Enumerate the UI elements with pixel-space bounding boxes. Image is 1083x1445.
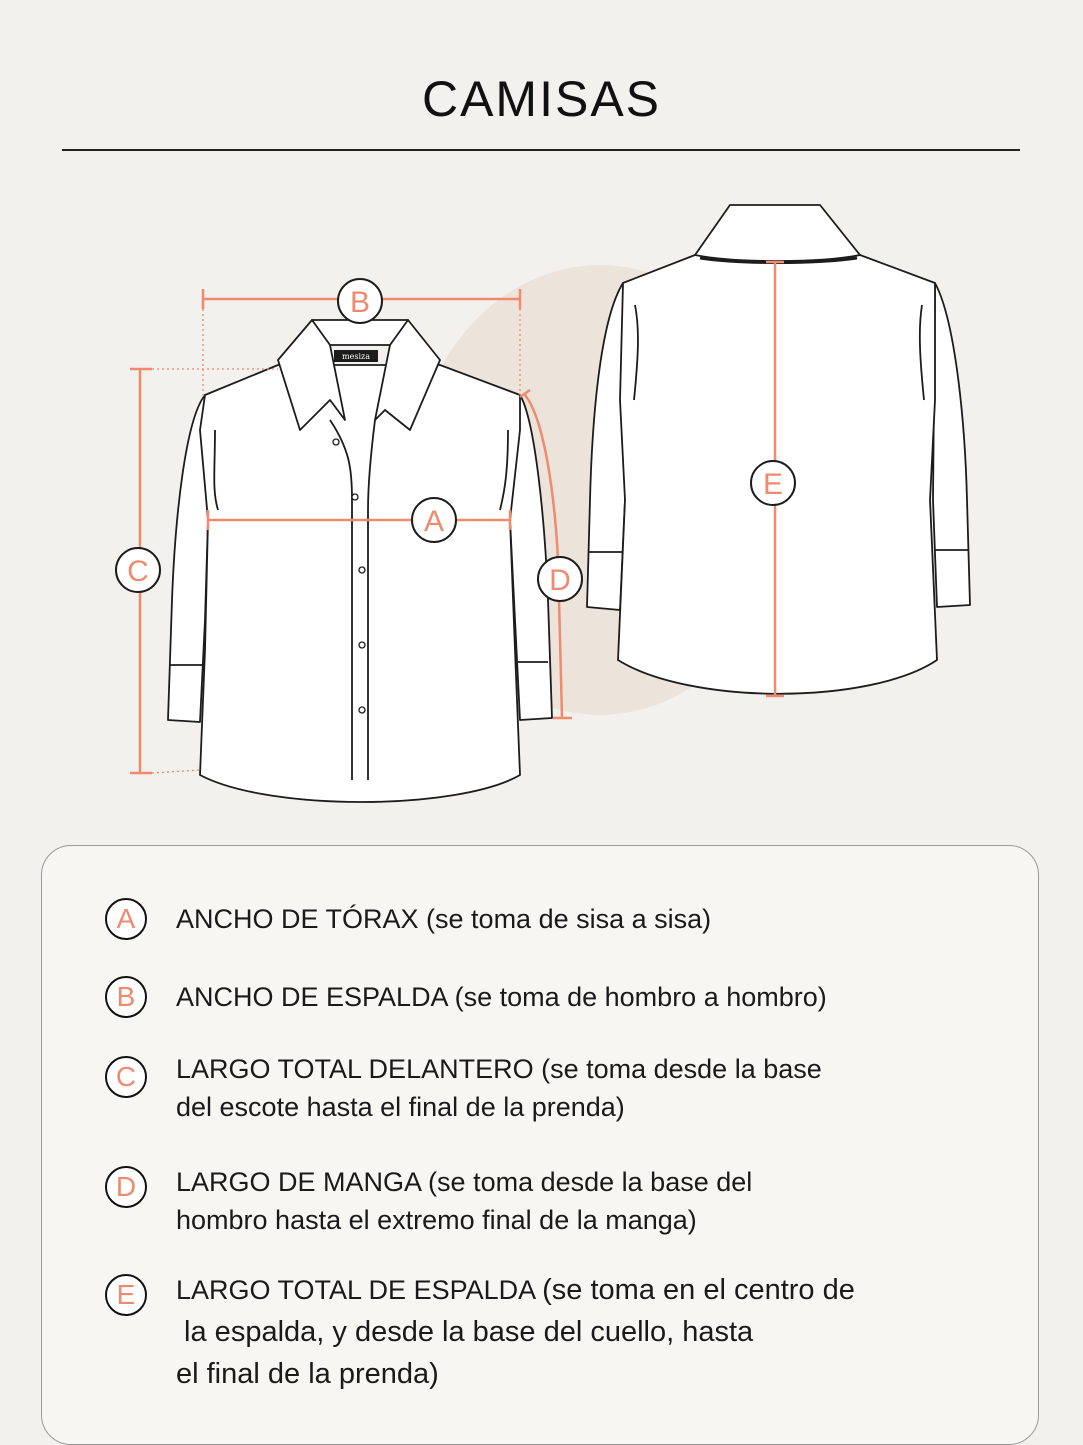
legend-badge-c: C bbox=[105, 1056, 147, 1098]
legend-line: ANCHO DE TÓRAX (se toma de sisa a sisa) bbox=[176, 904, 712, 934]
legend-line: del escote hasta el final de la prenda) bbox=[176, 1092, 625, 1122]
marker-c bbox=[116, 548, 160, 592]
legend-badge-b: B bbox=[105, 976, 147, 1018]
button bbox=[359, 642, 365, 648]
legend-text-e bbox=[176, 1269, 1006, 1395]
svg-text:D: D bbox=[549, 564, 571, 597]
legend-line: LARGO TOTAL DELANTERO (se toma desde la base bbox=[176, 1054, 822, 1084]
button bbox=[359, 567, 365, 573]
legend-text-d bbox=[176, 1163, 1006, 1239]
legend-line bbox=[176, 1269, 1006, 1311]
legend-line: hombro hasta el extremo final de la manga) bbox=[176, 1205, 697, 1235]
legend-line: el final de la prenda) bbox=[176, 1358, 439, 1390]
legend-badge-e: E bbox=[105, 1274, 147, 1316]
legend-text-c bbox=[176, 1050, 1006, 1126]
legend-badge-a: A bbox=[105, 898, 147, 940]
legend-badge-d: D bbox=[105, 1166, 147, 1208]
marker-a bbox=[412, 498, 456, 542]
page-title: CAMISAS bbox=[421, 71, 662, 127]
legend-line: ANCHO DE ESPALDA (se toma de hombro a hombro) bbox=[176, 982, 827, 1012]
svg-text:B: B bbox=[349, 286, 371, 319]
back-collar bbox=[695, 205, 860, 261]
legend-line: LARGO DE MANGA (se toma desde la base del bbox=[176, 1167, 753, 1197]
legend-card bbox=[41, 845, 1039, 1445]
front-body bbox=[200, 365, 520, 802]
front-shirt bbox=[168, 320, 552, 802]
svg-text:C: C bbox=[127, 555, 149, 588]
marker-b bbox=[338, 279, 382, 323]
back-right-sleeve bbox=[933, 283, 970, 607]
button bbox=[359, 707, 365, 713]
marker-d bbox=[538, 557, 582, 601]
legend-text-b bbox=[176, 978, 1006, 1016]
legend-line: la espalda, y desde la base del cuello, hasta bbox=[176, 1316, 754, 1348]
legend-line-rest: (se toma en el centro de bbox=[542, 1274, 855, 1306]
legend-text-a bbox=[176, 900, 1006, 938]
svg-text:E: E bbox=[762, 468, 784, 501]
legend-line-lead: LARGO TOTAL DE ESPALDA bbox=[176, 1275, 543, 1305]
back-shirt bbox=[587, 205, 970, 694]
button bbox=[333, 439, 339, 445]
svg-text:A: A bbox=[423, 505, 445, 538]
marker-e bbox=[751, 461, 795, 505]
button bbox=[352, 494, 358, 500]
brand-label: mesiza bbox=[342, 352, 370, 361]
